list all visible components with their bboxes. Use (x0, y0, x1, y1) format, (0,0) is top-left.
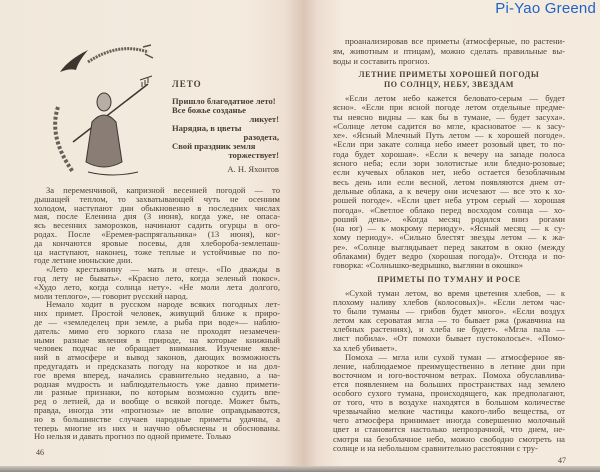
text-line: Но нельзя и давать прогноз по одной примете. Только (34, 432, 231, 442)
text-line: солнце и на небольшом сравнительно расстоянии с тру- (333, 443, 538, 453)
text-line: от того, что в воздухе находятся в большом количестве (333, 398, 565, 408)
left-page (0, 0, 303, 466)
section2-text (333, 289, 565, 453)
text-line: Помоха — мгла или сухой туман — атмосферное яв- (345, 352, 565, 362)
section-heading-sun-sky-stars (333, 70, 565, 90)
poem-title: ЛЕТО (172, 79, 202, 89)
text-line: хлебных растениях), и хлеба не будет». «Мгла пала — (333, 325, 565, 335)
text-line: год лету не бывать». «Красно лето, когда зеленый покос». (34, 273, 280, 283)
watermark: Pi-Yao Greend (495, 0, 596, 17)
poem-line: Пришло благодатное лето! (172, 96, 276, 106)
text-line: ца наступают, наконец, тоже теплые и устойчивые по по- (34, 247, 280, 257)
text-line: цвет и становится настолько непрозрачной, что днем, не- (333, 425, 565, 435)
text-line: чего атмосфера принимает иногда совершенно молочный (333, 416, 565, 426)
text-line: них примет. Простой человек, живущий ближе к приро- (34, 309, 280, 318)
text-line: ям, животным и птицам), можно сделать правильные вы- (333, 46, 565, 56)
section-heading-fog-dew: ПРИМЕТЫ ПО ТУМАНУ И РОСЕ (377, 275, 521, 284)
text-line: ными разные явления в природе, на которые книжный (34, 335, 280, 345)
text-line: родная мудрость и наблюдательность уже давно примети- (34, 379, 280, 389)
text-line: говорка: «Солнышко-ведрышко, выгляни в окошко» (333, 261, 524, 271)
text-line: родах. После «Еремея-распрягальника» (13 июня), ког- (34, 229, 280, 239)
text-line: правда, иногда эти «прогнозы» не вполне оправдываются, (34, 405, 280, 415)
page-number-right: 47 (558, 456, 566, 465)
text-line: то были туманы — грибов будет много». «Если воздух (333, 307, 565, 317)
text-line: дышащей теплом, то захватывающей чуть не осенним (34, 194, 280, 204)
text-line: да кончаются яровые посевы, для хлебороба-землепаш- (34, 238, 280, 248)
poem-line: ликует! (249, 114, 279, 124)
text-line: хому периоду». «Сильно блестят звезды летом — к жа- (333, 233, 565, 243)
text-line: чрезвычайно мелкие частицы какого-либо вещества, от (333, 407, 565, 417)
text-line: Немало ходит в русском народе всяких погодных лет- (46, 300, 280, 310)
text-line: «Если при закате солнца небо имеет розовый цвет, то по- (333, 140, 565, 150)
text-line: де — «земледелец при земле, а рыба при воде»— наблю- (34, 317, 280, 327)
text-line: человек подчас не обращает внимания. Изучение явле- (34, 344, 280, 354)
text-line: летом как сероватая мгла — то бывает ржа (ржавчина на (333, 316, 565, 326)
text-line: облаками) будет ведро (хорошая погода)». Отсюда и по- (333, 252, 565, 262)
text-line: ется появлением на больших пространствах над землею (333, 379, 565, 389)
text-line: холодом, наступают дни обыкновенно в последних числах (34, 203, 280, 213)
heading-line: ПО СОЛНЦУ, НЕБУ, ЗВЕЗДАМ (383, 80, 515, 89)
peasant-woman-with-rake-illustration (48, 32, 156, 177)
text-line: «Лето крестьянину — мать и отец». «По дважды в (46, 265, 280, 274)
text-line: ясь весенних заморозков, начинают садить огурцы в ого- (34, 221, 280, 230)
text-line: если кучевых облаков нет, небо остается безоблачным (333, 168, 565, 178)
text-line: мая, после Еленина дня (3 июня), когда уже, не опаса- (34, 212, 280, 222)
text-line: ре». «Солнце выглядывает перед закатом в окно (между (333, 242, 565, 252)
poem-line: торжествует! (228, 150, 279, 160)
text-line: «Солнце летом садится во мгле, красноватое — к засу- (333, 121, 565, 131)
text-line: ясно». «Если при ясной погоде летом отдельные предме- (333, 103, 565, 113)
text-line: роший день». «Когда месяц родился вниз рогами (333, 214, 565, 224)
text-line: хе». «Ясный Млечный Путь летом — к хорошей погоде». (333, 131, 565, 141)
text-line: смотря на безоблачное небо, можно свободно смотреть на (333, 434, 565, 444)
text-line: моли теплого», — говорит русский народ. (34, 291, 188, 301)
text-line: весь день или если весной, летом появляются днем от- (333, 177, 565, 187)
text-line: восточном и юго-восточном ветрах. Помоха обуславлива- (333, 370, 565, 380)
text-line: но в большинстве случаев народные приметы удачны, а (34, 414, 280, 424)
right-page (303, 0, 600, 466)
text-line: датель: мимо его зоркого глаза не проходят незамечен- (34, 326, 280, 336)
text-line: воды и составить прогноз. (333, 56, 430, 66)
text-line: гое время вперед, начались сравнительно недавно, а на- (34, 370, 280, 380)
left-body-text (34, 186, 280, 441)
text-line: особого сухого тумана, происходящего, как предполагают, (333, 389, 565, 399)
text-line: дельные облака, а к вечеру они исчезают — все это к хо- (333, 186, 565, 196)
heading-line: ЛЕТНИЕ ПРИМЕТЫ ХОРОШЕЙ ПОГОДЫ (358, 70, 540, 79)
text-line: рошей погоде». «Если цвет неба утром серый — хорошая (333, 196, 565, 206)
poem-line: Свой праздник земля (172, 141, 256, 151)
text-line: лист побила». «От помохи бывает пустоколосье». «Помо- (333, 334, 565, 344)
text-line: ли разные признаки, по которым возможно судить впе- (34, 388, 280, 398)
text-line: «Если летом небо кажется беловато-серым — будет (345, 94, 565, 103)
poem-line: разодета, (243, 132, 279, 142)
text-line: ление, наблюдаемое преимущественно в летние дни при (333, 361, 565, 371)
poem-line: Нарядна, в цветы (172, 123, 242, 133)
poem-line: Все божье созданье (172, 105, 246, 115)
text-line: ред о летней, да и вообще о всякой погоде. Может быть, (34, 397, 280, 406)
poem (172, 97, 279, 160)
text-line: проанализировав все приметы (атмосферные, по растени- (345, 36, 565, 46)
text-line: теперь многие из них и научно объяснены и обоснованы. (34, 423, 280, 433)
text-line: погода». «Светлое облако перед восходом солнца — хо- (333, 205, 565, 215)
text-line: ний в атмосфере и вывод законов, дающих возможность (34, 353, 280, 362)
text-line: плохому наливу хлебов (колосовых)». «Если летом час- (333, 298, 565, 308)
text-line: «Худо лето, когда солнца нету». «Не моли лета долгого, (34, 282, 280, 292)
text-line: ты неясно видны — как бы в тумане, — будет засуха». (333, 112, 565, 122)
book-bottom-edge (0, 466, 600, 472)
text-line: ясного неба; если зори золотистые или бледно-розовые; (333, 159, 565, 169)
text-line: (на юг) — к мокрому периоду». «Ясный месяц — к су- (333, 224, 565, 234)
text-line: годе летние июньские дни. (34, 256, 133, 266)
text-line: года будет хорошая». «Если к вечеру на западе полоса (333, 149, 565, 159)
page-number-left: 46 (36, 448, 44, 457)
intro-text (333, 36, 565, 66)
text-line: За переменчивой, капризной весенней погодой — то (46, 186, 280, 195)
poem-author: А. Н. Яхонтов (227, 164, 279, 174)
text-line: предугадать и предсказать погоду на короткое и на дол- (34, 361, 280, 371)
text-line: «Сухой туман летом, во время цветения хлебов, — к (345, 289, 565, 298)
text-line: ха хлеб убивает». (333, 343, 397, 353)
section1-text (333, 94, 565, 271)
